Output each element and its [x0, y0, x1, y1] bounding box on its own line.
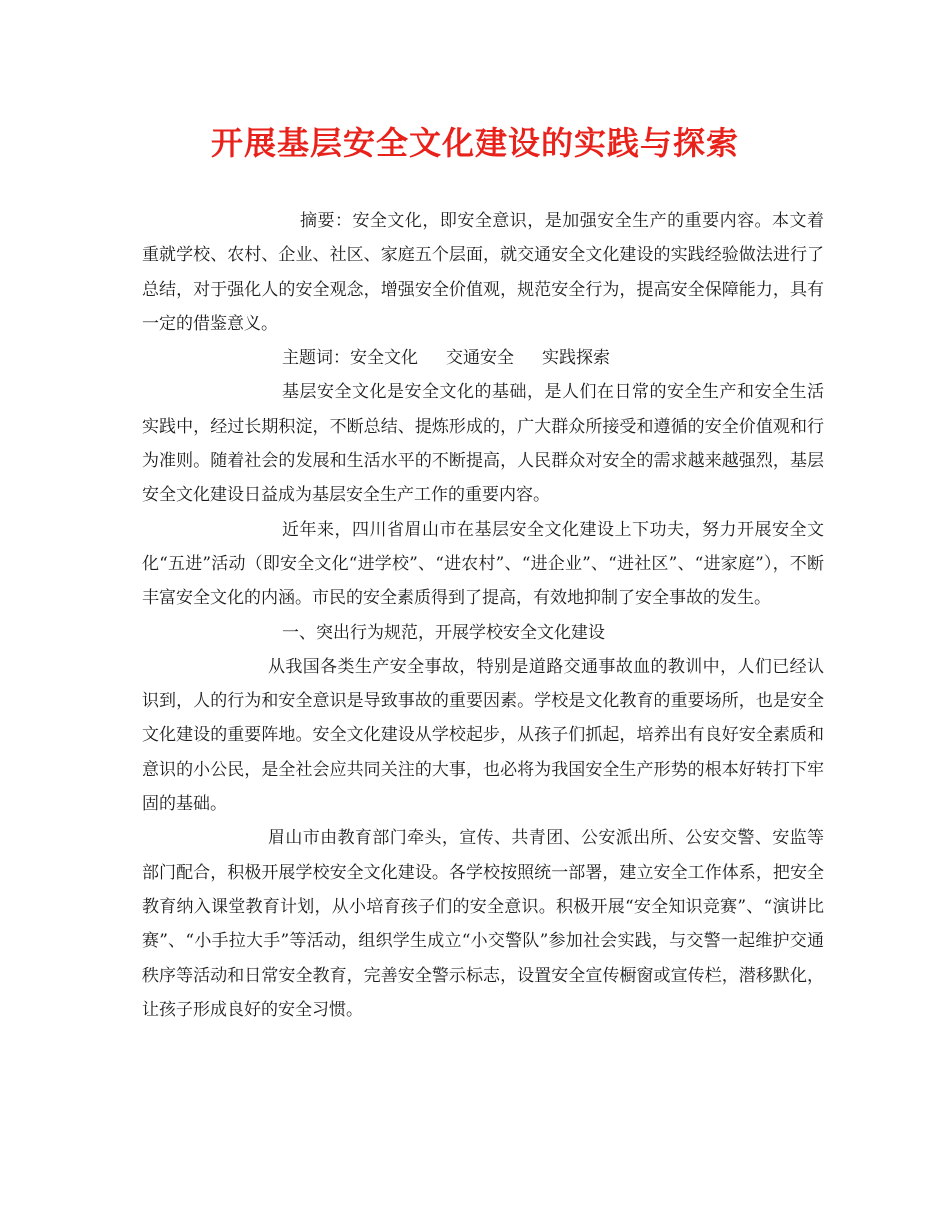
document-title: 开展基层安全文化建设的实践与探索	[210, 124, 739, 162]
section-heading: 一、突出行为规范，开展学校安全文化建设	[282, 622, 605, 643]
document-body	[142, 204, 824, 1027]
keyword-item: 交通安全	[446, 348, 514, 369]
abstract-paragraph: 摘要：安全文化，即安全意识，是加强安全生产的重要内容。本文着重就学校、农村、企业、社区、家庭五个层面，就交通安全文化建设的实践经验做法进行了总结，对于强化人的安全观念，增强安全价值观，规范安全行为，提高安全保障能力，具有一定的借鉴意义。	[142, 211, 824, 334]
body-paragraph: 从我国各类生产安全事故，特别是道路交通事故血的教训中，人们已经认识到，人的行为和安全意识是导致事故的重要因素。学校是文化教育的重要场所，也是安全文化建设的重要阵地。安全文化建设从学校起步，从孩子们抓起，培养出有良好安全素质和意识的小公民，是全社会应共同关注的大事，也必将为我国安全生产形势的根本好转打下牢固的基础。	[142, 656, 824, 815]
body-paragraph: 眉山市由教育部门牵头，宣传、共青团、公安派出所、公安交警、安监等部门配合，积极开展学校安全文化建设。各学校按照统一部署，建立安全工作体系，把安全教育纳入课堂教育计划，从小培育孩子们的安全意识。积极开展“安全知识竞赛”、“演讲比赛”、“小手拉大手”等活动，组织学生成立“小交警队”参加社会实践，与交警一起维护交通秩序等活动和日常安全教育，完善安全警示标志，设置安全宣传橱窗或宣传栏，潜移默化，让孩子形成良好的安全习惯。	[142, 828, 824, 1020]
body-paragraph: 近年来，四川省眉山市在基层安全文化建设上下功夫，努力开展安全文化“五进”活动（即安全文化“进学校”、“进农村”、“进企业”、“进社区”、“进家庭”），不断丰富安全文化的内涵。市民的安全素质得到了提高，有效地抑制了安全事故的发生。	[142, 519, 824, 609]
body-paragraph: 基层安全文化是安全文化的基础，是人们在日常的安全生产和安全生活实践中，经过长期积淀，不断总结、提炼形成的，广大群众所接受和遵循的安全价值观和行为准则。随着社会的发展和生活水平的不断提高，人民群众对安全的需求越来越强烈，基层安全文化建设日益成为基层安全生产工作的重要内容。	[142, 382, 824, 506]
keyword-item: 实践探索	[542, 348, 610, 369]
keywords-line	[142, 341, 824, 375]
keywords-label: 主题词：安全文化	[282, 348, 418, 369]
